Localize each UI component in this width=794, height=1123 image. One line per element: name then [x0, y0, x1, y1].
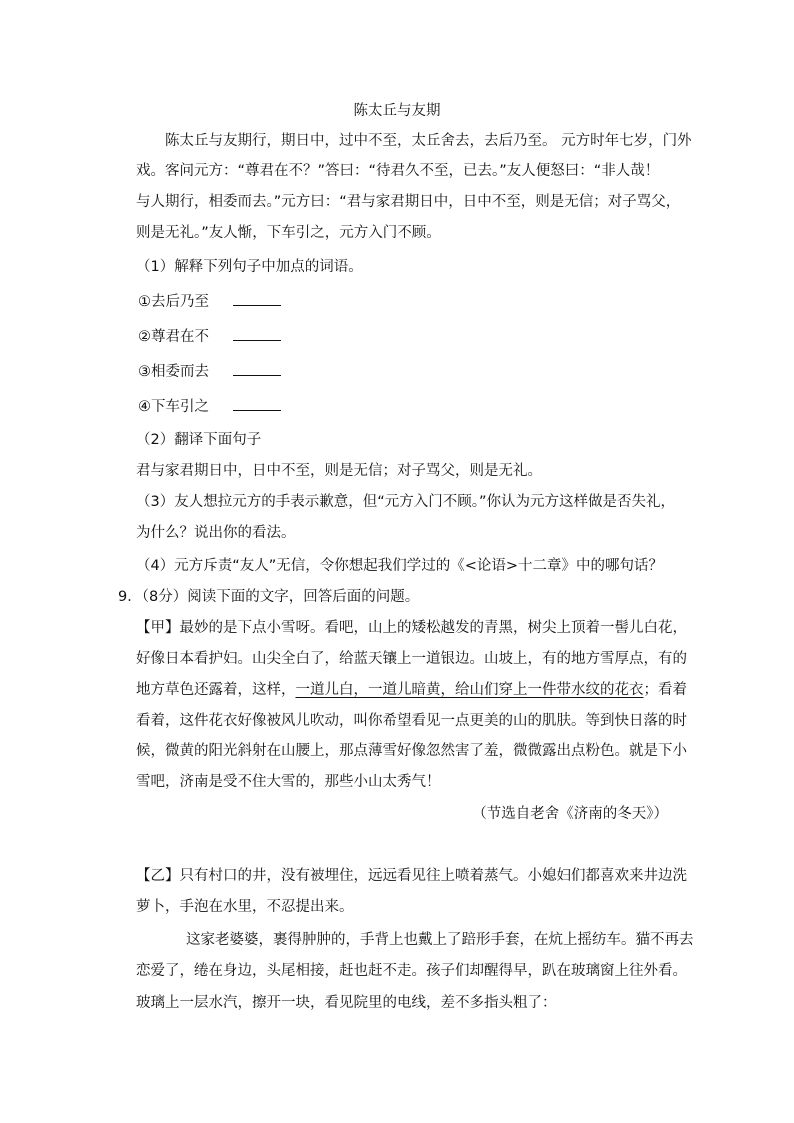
passage-yi-line: 【乙】只有村口的井，没有被埋住，远远看见往上喷着蒸气。小媳妇们都喜欢来井边洗 — [136, 868, 687, 884]
passage-line: 与人期行，相委而去。”元方曰：“君与家君期日中，日中不至，则是无信；对子骂父， — [136, 194, 681, 210]
question-1-item — [138, 361, 281, 382]
item-text: ①去后乃至 — [138, 294, 209, 310]
answer-blank[interactable] — [233, 361, 281, 376]
passage-yi-line: 玻璃上一层水汽，擦开一块，看见院里的电线，差不多指头粗了： — [136, 995, 557, 1011]
passage-line: 则是无礼。”友人惭，下车引之，元方入门不顾。 — [136, 225, 441, 241]
question-3-line: 为什么？说出你的看法。 — [136, 525, 296, 541]
question-2-sentence: 君与家君期日中，日中不至，则是无信；对子骂父，则是无礼。 — [136, 463, 542, 479]
passage-line: 陈太丘与友期行，期日中，过中不至，太丘舍去，去后乃至。 元方时年七岁，门外 — [165, 133, 692, 149]
answer-blank[interactable] — [233, 326, 281, 341]
answer-blank[interactable] — [233, 291, 281, 306]
underlined-sentence: 一道儿白，一道儿暗黄，给山们穿上一件带水纹的花衣 — [295, 682, 644, 698]
passage-jia-line: 候，微黄的阳光斜射在山腰上，那点薄雪好像忽然害了羞，微微露出点粉色。就是下小 — [136, 743, 687, 759]
passage-jia-line: 雪吧，济南是受不住大雪的，那些小山太秀气！ — [136, 774, 441, 790]
passage-jia-line: 【甲】最妙的是下点小雪呀。看吧，山上的矮松越发的青黑，树尖上顶着一髻儿白花， — [136, 620, 687, 636]
answer-blank[interactable] — [233, 396, 281, 411]
passage-jia-line: 看着，这件花衣好像被风儿吹动，叫你希望看见一点更美的山的肌肤。等到快日落的时 — [136, 713, 687, 729]
question-1-item — [138, 326, 281, 347]
question-9-heading: 9．（8分）阅读下面的文字，回答后面的问题。 — [118, 589, 420, 605]
passage-yi-line: 恋爱了，绻在身边，头尾相接，赶也赶不走。孩子们却醒得早，趴在玻璃窗上往外看。 — [136, 963, 687, 979]
text-segment: ；看着 — [643, 682, 687, 698]
passage-line: 戏。客问元方：“尊君在不？”答曰：“待君久不至，已去。”友人便怒曰：“非人哉！ — [136, 163, 660, 179]
question-3-line: （3）友人想拉元方的手表示歉意，但“元方入门不顾。”你认为元方这样做是否失礼， — [136, 494, 675, 510]
question-1-item — [138, 396, 281, 417]
page-title: 陈太丘与友期 — [353, 103, 441, 119]
passage-jia-line: 好像日本看护妇。山尖全白了，给蓝天镶上一道银边。山坡上，有的地方雪厚点，有的 — [136, 651, 687, 667]
question-1-item — [138, 291, 281, 312]
question-1-prompt: （1）解释下列句子中加点的词语。 — [136, 259, 363, 275]
passage-jia-line — [136, 680, 687, 700]
passage-yi-line: 这家老婆婆，裹得肿肿的，手背上也戴上了踣形手套，在炕上摇纺车。猫不再去 — [186, 932, 694, 948]
question-2-prompt: （2）翻译下面句子 — [136, 432, 262, 448]
item-text: ④下车引之 — [138, 399, 209, 415]
text-segment: 地方草色还露着，这样， — [136, 682, 296, 698]
item-text: ②尊君在不 — [138, 329, 209, 345]
passage-jia-source: （节选自老舍《济南的冬天》） — [472, 806, 668, 822]
passage-yi-line: 萝卜，手泡在水里，不忍提出来。 — [136, 899, 354, 915]
question-4: （4）元方斥责“友人”无信，令你想起我们学过的《<论语>十二章》中的哪句话？ — [136, 558, 664, 574]
item-text: ③相委而去 — [138, 364, 209, 380]
